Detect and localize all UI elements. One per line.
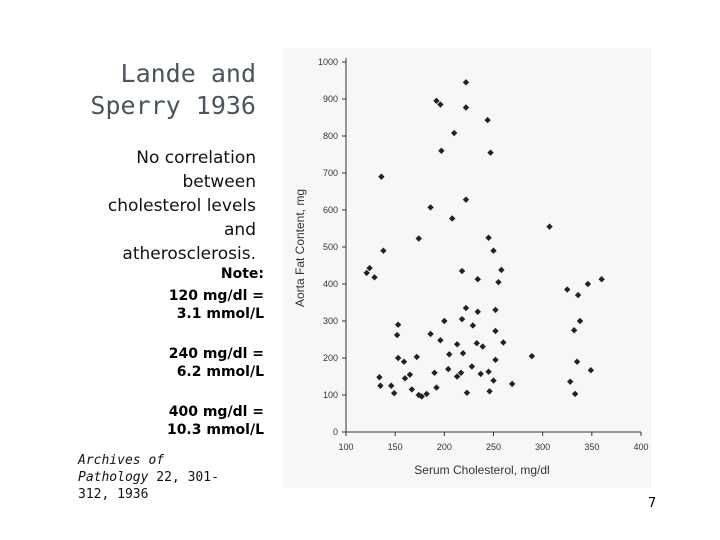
page-number: 7 bbox=[648, 496, 657, 511]
y-tick-label: 300 bbox=[322, 316, 338, 326]
conversion-mgdl: 400 mg/dl = bbox=[168, 404, 264, 420]
citation bbox=[78, 452, 238, 503]
y-tick-label: 600 bbox=[322, 205, 338, 215]
y-axis-label: Aorta Fat Content, mg bbox=[293, 188, 307, 308]
y-tick-label: 1000 bbox=[317, 57, 338, 67]
slide-title bbox=[60, 58, 256, 122]
x-tick-label: 350 bbox=[584, 442, 600, 452]
description-line: and bbox=[224, 220, 256, 240]
conversion-mgdl: 240 mg/dl = bbox=[168, 346, 264, 362]
scatter-chart bbox=[282, 48, 652, 488]
title-line-2: Sperry 1936 bbox=[90, 91, 256, 120]
conversion-mgdl: 120 mg/dl = bbox=[168, 288, 264, 304]
y-tick-label: 900 bbox=[322, 94, 338, 104]
conversion-mmol: 3.1 mmol/L bbox=[176, 306, 264, 322]
y-tick-label: 0 bbox=[332, 427, 338, 437]
description bbox=[40, 146, 256, 266]
description-line: No correlation bbox=[136, 148, 256, 168]
x-tick-label: 150 bbox=[387, 442, 403, 452]
y-tick-label: 500 bbox=[322, 242, 338, 252]
chart-background bbox=[282, 48, 652, 488]
x-tick-label: 250 bbox=[485, 442, 502, 452]
x-tick-label: 200 bbox=[436, 442, 452, 452]
citation-journal: Archives of Pathology bbox=[78, 453, 165, 485]
y-tick-label: 200 bbox=[322, 353, 338, 363]
description-line: between bbox=[182, 172, 256, 192]
description-line: cholesterol levels bbox=[107, 196, 256, 216]
conversion-mmol: 6.2 mmol/L bbox=[176, 364, 264, 380]
note-label: Note: bbox=[220, 266, 264, 282]
conversion-mmol: 10.3 mmol/L bbox=[166, 422, 264, 438]
citation-details: 22, 301-312, 1936 bbox=[78, 470, 219, 502]
x-tick-label: 100 bbox=[338, 442, 354, 452]
title-line-1: Lande and bbox=[120, 59, 256, 88]
x-tick-label: 400 bbox=[633, 442, 649, 452]
y-tick-label: 400 bbox=[322, 279, 338, 289]
conversion-240 bbox=[100, 345, 264, 381]
y-tick-label: 700 bbox=[322, 168, 338, 178]
description-line: atherosclerosis. bbox=[122, 244, 256, 264]
y-tick-label: 100 bbox=[322, 390, 338, 400]
conversion-400 bbox=[100, 403, 264, 439]
x-tick-label: 300 bbox=[535, 442, 551, 452]
conversion-120 bbox=[100, 287, 264, 323]
y-tick-label: 800 bbox=[322, 131, 338, 141]
x-axis-label: Serum Cholesterol, mg/dl bbox=[414, 463, 550, 477]
